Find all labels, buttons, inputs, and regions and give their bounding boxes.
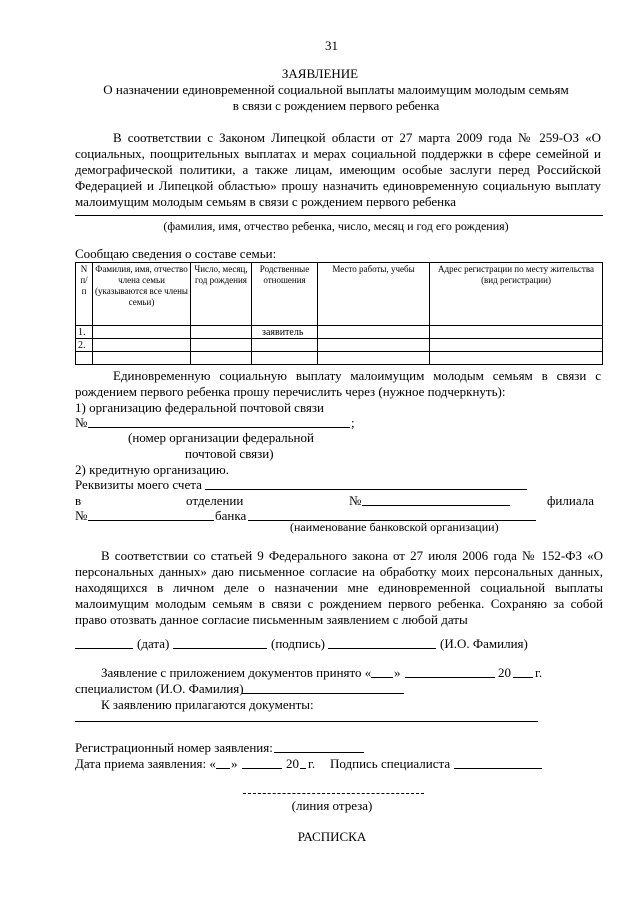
table-cell <box>252 339 318 352</box>
child-info-line <box>75 215 603 216</box>
payment-line-1: Единовременную социальную выплату малоимущим молодым семьям в связи с <box>113 368 601 383</box>
acceptance-specialist-input-line[interactable] <box>242 693 404 694</box>
intro-line-1: В соответствии с Законом Липецкой области от 27 марта 2009 года № 259-ОЗ «О <box>113 130 601 145</box>
postal-caption-2: почтовой связи) <box>185 446 274 461</box>
receipt-year-input-line[interactable] <box>300 768 306 769</box>
receipt-date-quote-close: » <box>231 756 238 771</box>
bank-number-input-line[interactable] <box>88 520 214 521</box>
receipt-title: РАСПИСКА <box>297 829 367 844</box>
table-row <box>76 326 603 339</box>
table-header-cell: N п/ п <box>76 263 93 326</box>
table-cell: заявитель <box>252 326 318 339</box>
consent-line-3: находящихся в личном деле о назначении мне единовременной социальной выплаты <box>75 580 603 595</box>
table-row <box>76 339 603 352</box>
table-header-cell: Фамилия, имя, отчество члена семьи (указываются все члены семьи) <box>93 263 191 326</box>
cut-line-caption: (линия отреза) <box>291 798 373 813</box>
account-input-line[interactable] <box>205 489 527 490</box>
signature-input-line[interactable] <box>173 648 267 649</box>
child-info-caption: (фамилия, имя, отчество ребенка, число, месяц и год его рождения) <box>163 219 509 233</box>
table-header-cell: Родственные отношения <box>252 263 318 326</box>
document-subtitle-2: в связи с рождением первого ребенка <box>232 98 440 113</box>
registration-number-input-line[interactable] <box>274 752 364 753</box>
table-cell <box>318 326 430 339</box>
table-cell <box>93 339 191 352</box>
table-cell <box>191 352 252 365</box>
table-cell <box>93 352 191 365</box>
document-title: ЗАЯВЛЕНИЕ <box>281 66 359 81</box>
acceptance-year-prefix: 20 <box>498 665 511 680</box>
table-cell <box>318 339 430 352</box>
table-cell <box>191 339 252 352</box>
table-cell <box>430 339 603 352</box>
acceptance-month-input-line[interactable] <box>405 677 495 678</box>
acceptance-day-input-line[interactable] <box>371 677 393 678</box>
receipt-month-input-line[interactable] <box>242 768 282 769</box>
branch-number-input-line[interactable] <box>362 505 510 506</box>
account-label: Реквизиты моего счета <box>75 477 202 492</box>
cut-line <box>243 793 424 794</box>
table-cell <box>76 352 93 365</box>
postal-number-end: ; <box>351 415 355 430</box>
branch-in: в <box>75 493 82 508</box>
consent-line-4: малоимущим молодым семьям в связи с рождением первого ребенка. Сохраняю за собой <box>75 596 603 611</box>
acceptance-quote-close: » <box>394 665 401 680</box>
acceptance-text: Заявление с приложением документов принято « <box>101 665 372 680</box>
table-cell <box>252 352 318 365</box>
bank-number-prefix: № <box>75 508 88 523</box>
attachments-label: К заявлению прилагаются документы: <box>101 697 314 712</box>
bank-label: банка <box>215 508 247 523</box>
table-cell: 1. <box>76 326 93 339</box>
table-cell: 2. <box>76 339 93 352</box>
payment-line-2: рождением первого ребенка прошу перечислить через (нужное подчеркнуть): <box>75 384 506 399</box>
table-header-cell: Число, месяц, год рождения <box>191 263 252 326</box>
branch-filial-label: филиала <box>547 493 594 508</box>
consent-line-1: В соответствии со статьей 9 Федерального закона от 27 июля 2006 года № 152-ФЗ «О <box>101 548 603 563</box>
intro-line-4: Федерацией и Липецкой областью» прошу назначить единовременную социальную выплату <box>75 178 601 193</box>
acceptance-year-suffix: г. <box>535 665 543 680</box>
receipt-day-input-line[interactable] <box>216 768 230 769</box>
postal-number-input-line[interactable] <box>88 427 350 428</box>
family-intro: Сообщаю сведения о составе семьи: <box>75 246 277 261</box>
table-cell <box>430 352 603 365</box>
attachments-input-line[interactable] <box>75 721 538 722</box>
table-header-row <box>76 263 603 326</box>
consent-line-2: персональных данных» даю письменное согласие на обработку моих персональных данных, <box>75 564 603 579</box>
acceptance-year-input-line[interactable] <box>513 677 533 678</box>
payment-option-postal: 1) организацию федеральной почтовой связи <box>75 400 324 415</box>
intro-line-2: социальных, поощрительных выплатах и мерах социальной поддержки в сфере семейной и <box>75 146 601 161</box>
branch-label: отделении <box>186 493 244 508</box>
intro-line-3: демографической политики, а также лицам, имеющим особые заслуги перед Российской <box>75 162 601 177</box>
page-number: 31 <box>325 38 338 53</box>
intro-line-5: малоимущим молодым семьям в связи с рождением первого ребенка <box>75 194 456 209</box>
branch-number-prefix: № <box>349 493 362 508</box>
table-row <box>76 352 603 365</box>
receipt-year-prefix: 20 <box>286 756 299 771</box>
signature-caption: (подпись) <box>271 636 325 651</box>
table-cell <box>191 326 252 339</box>
postal-caption-1: (номер организации федеральной <box>128 430 314 445</box>
table-cell <box>430 326 603 339</box>
acceptance-specialist-label: специалистом (И.О. Фамилия) <box>75 681 244 696</box>
fullname-input-line[interactable] <box>328 648 436 649</box>
date-input-line[interactable] <box>75 648 133 649</box>
specialist-signature-input-line[interactable] <box>454 768 542 769</box>
document-subtitle-1: О назначении единовременной социальной выплаты малоимущим молодым семьям <box>103 82 569 97</box>
family-table <box>75 262 603 365</box>
fullname-caption: (И.О. Фамилия) <box>440 636 528 651</box>
bank-caption: (наименование банковской организации) <box>290 520 499 534</box>
registration-number-label: Регистрационный номер заявления: <box>75 740 273 755</box>
table-header-cell: Адрес регистрации по месту жительства (вид регистрации) <box>430 263 603 326</box>
date-caption: (дата) <box>137 636 170 651</box>
table-header-cell: Место работы, учебы <box>318 263 430 326</box>
postal-number-prefix: № <box>75 415 88 430</box>
receipt-year-suffix: г. <box>308 756 316 771</box>
table-cell <box>318 352 430 365</box>
consent-line-5: право отозвать данное согласие письменным заявлением с любой даты <box>75 612 468 627</box>
payment-option-bank: 2) кредитную организацию. <box>75 462 229 477</box>
specialist-signature-label: Подпись специалиста <box>330 756 451 771</box>
receipt-date-prefix: Дата приема заявления: « <box>75 756 216 771</box>
table-cell <box>93 326 191 339</box>
